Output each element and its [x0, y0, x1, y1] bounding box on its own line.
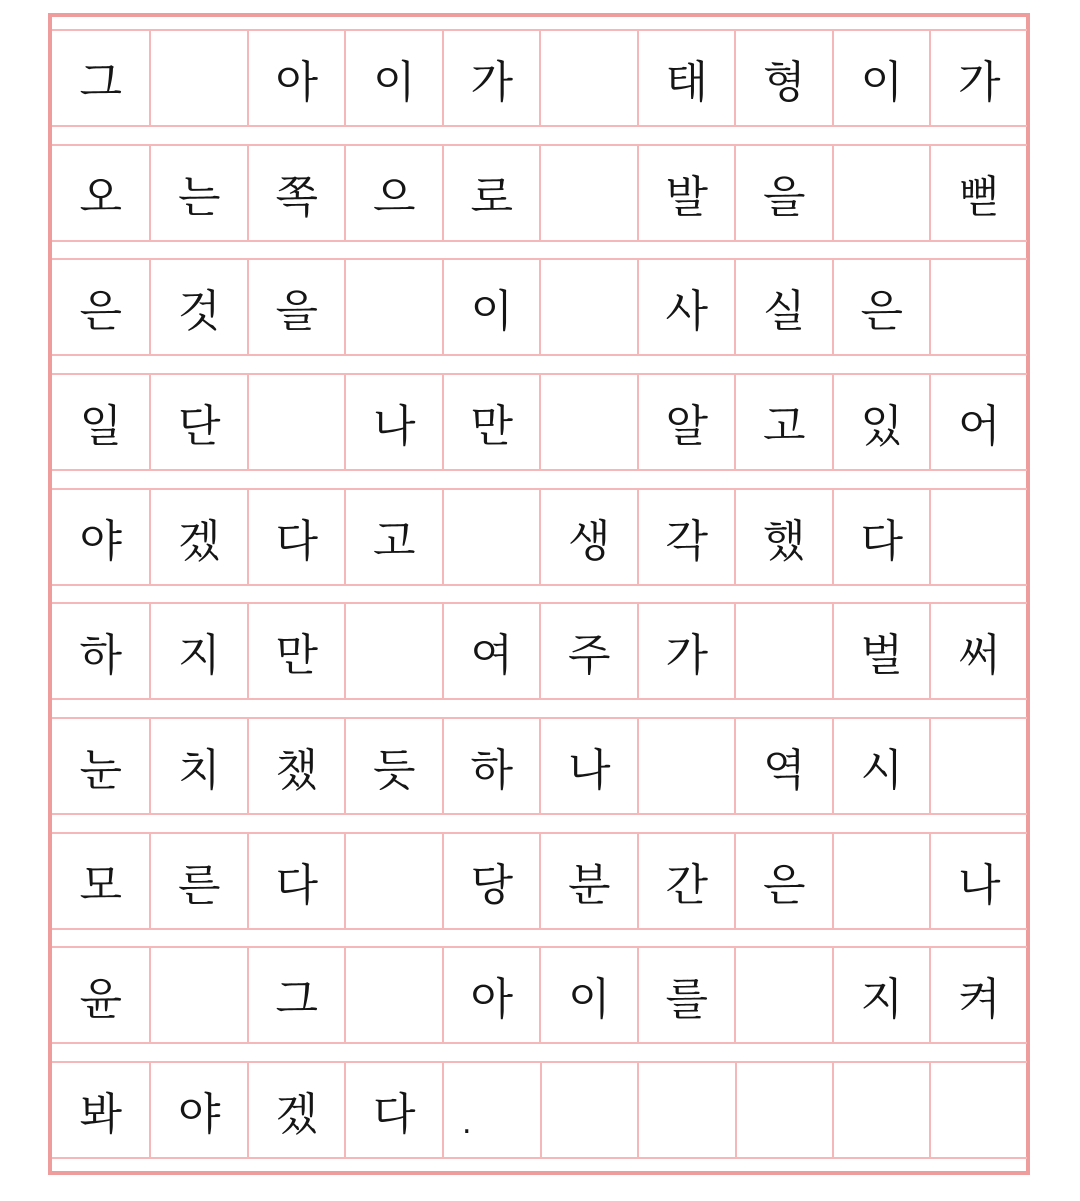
grid-row: [52, 144, 1027, 242]
grid-cell: 아: [442, 948, 540, 1042]
grid-cell: 봐: [79, 1089, 122, 1140]
grid-cell: 분: [539, 834, 637, 928]
grid-cell: 형: [734, 31, 832, 125]
grid-cell: 하: [79, 630, 122, 681]
grid-cell: [734, 604, 832, 698]
grid-cell: 지: [832, 948, 930, 1042]
grid-cell: 켜: [929, 948, 1027, 1042]
grid-cell: [929, 719, 1027, 813]
grid-cell: [344, 604, 442, 698]
grid-cell: 벌: [832, 604, 930, 698]
grid-cell: 어: [929, 375, 1027, 469]
grid-cell: 오: [79, 172, 122, 223]
grid-cell: [539, 375, 637, 469]
grid-cell: 윤: [79, 974, 122, 1025]
grid-cell: 챘: [247, 719, 345, 813]
grid-cell: 이: [442, 260, 540, 354]
grid-cell: 로: [442, 146, 540, 240]
grid-cell: [344, 948, 442, 1042]
grid-cell: [442, 490, 540, 584]
grid-cell: 사: [637, 260, 735, 354]
grid-cell: 모: [79, 860, 122, 911]
grid-cell: [832, 834, 930, 928]
grid-cell: 아: [247, 31, 345, 125]
grid-row: [52, 832, 1027, 930]
grid-cell: 듯: [344, 719, 442, 813]
grid-cell: 실: [734, 260, 832, 354]
grid-cell: [344, 834, 442, 928]
grid-cell: [539, 31, 637, 125]
grid-cell: 다: [344, 1063, 441, 1157]
grid-cell: [929, 260, 1027, 354]
grid-cell: 나: [539, 719, 637, 813]
grid-cell: 역: [734, 719, 832, 813]
grid-cell: [637, 719, 735, 813]
grid-cell: 겠: [247, 1063, 344, 1157]
grid-cell: 간: [637, 834, 735, 928]
grid-cell: 치: [149, 719, 247, 813]
grid-cell: [929, 1063, 1026, 1157]
grid-row: [52, 717, 1027, 815]
grid-row: [52, 258, 1027, 356]
grid-cell: 다: [247, 834, 345, 928]
grid-cell: 알: [637, 375, 735, 469]
grid-cell: 을: [247, 260, 345, 354]
grid-cell: 했: [734, 490, 832, 584]
grid-cell: [734, 948, 832, 1042]
grid-cell: 가: [637, 604, 735, 698]
grid-cell: [929, 490, 1027, 584]
grid-cell: 뻗: [929, 146, 1027, 240]
grid-cell: 그: [247, 948, 345, 1042]
grid-row: [52, 1061, 1027, 1159]
grid-cell: 쪽: [247, 146, 345, 240]
grid-cell: 태: [637, 31, 735, 125]
grid-row: [52, 602, 1027, 700]
grid-cell: 나: [344, 375, 442, 469]
grid-cell: 른: [149, 834, 247, 928]
grid-cell: 는: [149, 146, 247, 240]
grid-cell: 이: [832, 31, 930, 125]
grid-cell: 은: [79, 286, 122, 337]
grid-cell: 당: [442, 834, 540, 928]
grid-cell: 단: [149, 375, 247, 469]
grid-cell: 야: [79, 516, 122, 567]
grid-cell: 시: [832, 719, 930, 813]
grid-cell: 은: [832, 260, 930, 354]
grid-cell: 있: [832, 375, 930, 469]
grid-cell: 다: [247, 490, 345, 584]
grid-cell: 다: [832, 490, 930, 584]
grid-cell: 나: [929, 834, 1027, 928]
grid-cell: 이: [344, 31, 442, 125]
grid-cell: 으: [344, 146, 442, 240]
grid-cell: 써: [929, 604, 1027, 698]
grid-cell: [247, 375, 345, 469]
grid-cell: .: [442, 1063, 540, 1157]
grid-cell: 그: [79, 57, 122, 108]
grid-cell: 것: [149, 260, 247, 354]
grid-cell: [735, 1063, 832, 1157]
grid-cell: [832, 1063, 929, 1157]
grid-cell: 만: [247, 604, 345, 698]
grid-cell: [539, 146, 637, 240]
grid-cell: 발: [637, 146, 735, 240]
grid-cell: [539, 260, 637, 354]
grid-cell: [637, 1063, 734, 1157]
grid-cell: 눈: [79, 745, 122, 796]
grid-cell: 여: [442, 604, 540, 698]
grid-cell: 가: [442, 31, 540, 125]
grid-row: [52, 946, 1027, 1044]
grid-row: [52, 29, 1027, 127]
grid-cell: 이: [539, 948, 637, 1042]
grid-cell: [832, 146, 930, 240]
grid-cell: 은: [734, 834, 832, 928]
grid-cell: 주: [539, 604, 637, 698]
grid-cell: 만: [442, 375, 540, 469]
grid-cell: [540, 1063, 637, 1157]
grid-cell: 일: [79, 401, 122, 452]
grid-row: [52, 373, 1027, 471]
grid-cell: [149, 948, 247, 1042]
grid-cell: 각: [637, 490, 735, 584]
grid-cell: 하: [442, 719, 540, 813]
grid-cell: [344, 260, 442, 354]
grid-cell: [149, 31, 247, 125]
grid-cell: 겠: [149, 490, 247, 584]
grid-cell: 야: [149, 1063, 246, 1157]
grid-cell: 를: [637, 948, 735, 1042]
grid-cell: 생: [539, 490, 637, 584]
grid-cell: 고: [734, 375, 832, 469]
grid-cell: 가: [929, 31, 1027, 125]
grid-row: [52, 488, 1027, 586]
grid-cell: 고: [344, 490, 442, 584]
grid-cell: 을: [734, 146, 832, 240]
grid-cell: 지: [149, 604, 247, 698]
